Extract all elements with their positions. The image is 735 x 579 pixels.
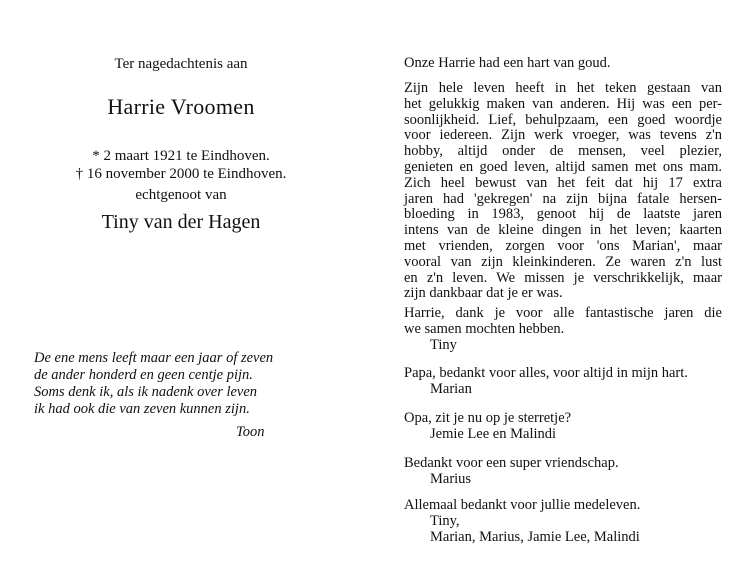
poem-line: de ander honderd en geen centje pijn. (34, 367, 253, 383)
tribute-paragraph (404, 81, 722, 302)
message-marius (404, 456, 722, 488)
paragraph-line: Zijn hele leven heeft in het teken gestaan van (404, 80, 722, 96)
message-signature: Tiny (430, 336, 457, 353)
paragraph-line: met vrienden, zorgen voor 'ons Marian', maar (404, 237, 722, 254)
death-date: † 16 november 2000 te Eindhoven. (75, 166, 287, 182)
message-line: Papa, bedankt voor alles, voor altijd in mijn hart. (404, 365, 688, 381)
poem-line: De ene mens leeft maar een jaar of zeven (34, 350, 274, 366)
paragraph-line: Zich heel bewust van het feit dat hij 17 extra (404, 174, 722, 191)
message-signature: Marian (430, 380, 472, 397)
paragraph-line: vooral van zijn kleinkinderen. Ze waren z'n lust (404, 253, 722, 270)
paragraph-line: intens van de kleine dingen in het leven; kaarten (404, 222, 722, 239)
message-signature: Marius (430, 470, 472, 487)
message-line: Harrie, dank je voor alle fantastische jaren die (404, 305, 722, 321)
message-line: Opa, zit je nu op je sterretje? (404, 410, 572, 426)
deceased-name: Harrie Vroomen (107, 94, 255, 119)
paragraph-line: genieten en goed leven, altijd samen met ons mam. (404, 158, 722, 175)
spouse-name: Tiny van der Hagen (101, 211, 261, 233)
message-signature: Marian, Marius, Jamie Lee, Malindi (430, 528, 640, 545)
message-tiny (404, 306, 722, 353)
message-line: Allemaal bedankt voor jullie medeleven. (404, 497, 641, 513)
paragraph-line: hobby, altijd onder de mensen, veel plezier, (404, 143, 722, 160)
paragraph-line: zijn dankbaar dat je er was. (404, 285, 563, 302)
poem-line: Soms denk ik, als ik nadenk over leven (34, 384, 258, 400)
message-family (404, 498, 722, 545)
paragraph-line: voor iedereen. Zijn werk vroeger, was tevens z'n (404, 127, 722, 144)
spouse-intro: echtgenoot van (135, 187, 227, 203)
message-signature: Jemie Lee en Malindi (430, 425, 557, 442)
right-panel (404, 0, 722, 579)
opening-line: Onze Harrie had een hart van goud. (404, 55, 611, 71)
paragraph-line: jaren had 'gekregen' na zijn bijna fatale hersen- (404, 190, 722, 207)
message-grandchildren (404, 411, 722, 443)
poem-author: Toon (236, 424, 265, 440)
message-marian (404, 366, 722, 398)
message-line: Bedankt voor een super vriendschap. (404, 455, 619, 471)
paragraph-line: soonlijkheid. Lief, behulpzaam, een goed woordje (404, 111, 722, 128)
message-signature: Tiny, (430, 512, 460, 529)
left-panel (22, 0, 362, 579)
intro-text: Ter nagedachtenis aan (114, 56, 248, 72)
poem (34, 350, 273, 418)
paragraph-line: bloeding in 1983, genoot hij de laatste jaren (404, 206, 722, 223)
poem-line: ik had ook die van zeven kunnen zijn. (34, 401, 250, 417)
paragraph-line: het gelukkig maken van anderen. Hij was een per- (404, 95, 722, 112)
birth-date: * 2 maart 1921 te Eindhoven. (92, 148, 270, 164)
paragraph-line: en z'n leven. We missen je verschrikkelijk, maar (404, 269, 722, 286)
message-line: we samen mochten hebben. (404, 320, 565, 337)
life-dates (22, 147, 340, 183)
